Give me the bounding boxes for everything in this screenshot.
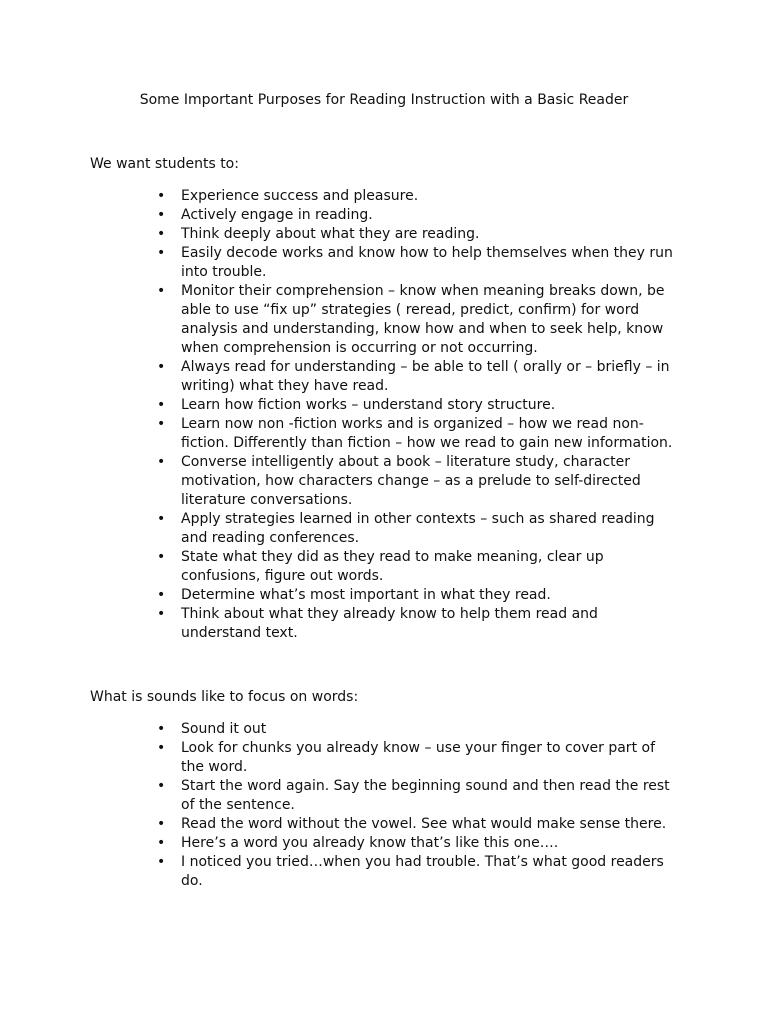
section-1-intro: We want students to: [90,156,239,172]
list-item [0,453,768,510]
bullet-icon: • [157,587,166,603]
list-item-text: Apply strategies learned in other contexts – such as shared reading and reading conferences. [181,511,655,546]
list-item-text: Think deeply about what they are reading. [181,226,480,242]
section-2-intro: What is sounds like to focus on words: [90,689,359,705]
list-item [0,358,768,396]
list-item-text: Determine what’s most important in what they read. [181,587,551,603]
bullet-icon: • [157,283,166,299]
bullet-icon: • [157,816,166,832]
bullet-icon: • [157,188,166,204]
list-item [0,415,768,453]
bullet-icon: • [157,549,166,565]
list-item-text: Actively engage in reading. [181,207,373,223]
list-item [0,853,768,891]
list-item-text: Read the word without the vowel. See what would make sense there. [181,816,667,832]
list-item [0,396,768,415]
bullet-icon: • [157,511,166,527]
bullet-icon: • [157,226,166,242]
list-item-text: Start the word again. Say the beginning sound and then read the rest of the sentence. [181,778,670,813]
list-item-text: Experience success and pleasure. [181,188,419,204]
bullet-icon: • [157,740,166,756]
list-item-text: Sound it out [181,721,267,737]
list-item-text: Look for chunks you already know – use your finger to cover part of the word. [181,740,655,775]
list-item [0,586,768,605]
bullet-icon: • [157,835,166,851]
bullet-icon: • [157,416,166,432]
list-item [0,225,768,244]
bullet-icon: • [157,245,166,261]
list-item-text: Easily decode works and know how to help themselves when they run into trouble. [181,245,673,280]
document-title: Some Important Purposes for Reading Instruction with a Basic Reader [139,92,629,108]
bullet-icon: • [157,606,166,622]
list-item-text: Monitor their comprehension – know when meaning breaks down, be able to use “fix up” strategies ( reread, predict, confirm) for word analysis and understanding, know how and when to seek help, know when comprehension is occurring or not occurring. [181,283,665,356]
list-item-text: Learn how fiction works – understand story structure. [181,397,556,413]
list-item-text: Think about what they already know to help them read and understand text. [181,606,598,641]
list-item [0,739,768,777]
list-item [0,720,768,739]
bullet-icon: • [157,397,166,413]
section-1-bullet-list [0,187,768,643]
bullet-icon: • [157,778,166,794]
list-item-text: Always read for understanding – be able to tell ( orally or – briefly – in writing) what they have read. [181,359,670,394]
bullet-icon: • [157,454,166,470]
list-item [0,187,768,206]
bullet-icon: • [157,721,166,737]
list-item [0,834,768,853]
list-item [0,605,768,643]
bullet-icon: • [157,854,166,870]
list-item [0,282,768,358]
list-item [0,777,768,815]
list-item [0,510,768,548]
section-2-bullet-list [0,720,768,891]
list-item [0,206,768,225]
list-item-text: Here’s a word you already know that’s like this one…. [181,835,559,851]
list-item-text: Learn now non -fiction works and is organized – how we read non-fiction. Differently than fiction – how we read to gain new information. [181,416,673,451]
list-item-text: I noticed you tried…when you had trouble. That’s what good readers do. [181,854,664,889]
bullet-icon: • [157,207,166,223]
list-item [0,815,768,834]
list-item-text: Converse intelligently about a book – literature study, character motivation, how characters change – as a prelude to self-directed literature conversations. [181,454,641,508]
list-item [0,244,768,282]
bullet-icon: • [157,359,166,375]
list-item [0,548,768,586]
list-item-text: State what they did as they read to make meaning, clear up confusions, figure out words. [181,549,604,584]
